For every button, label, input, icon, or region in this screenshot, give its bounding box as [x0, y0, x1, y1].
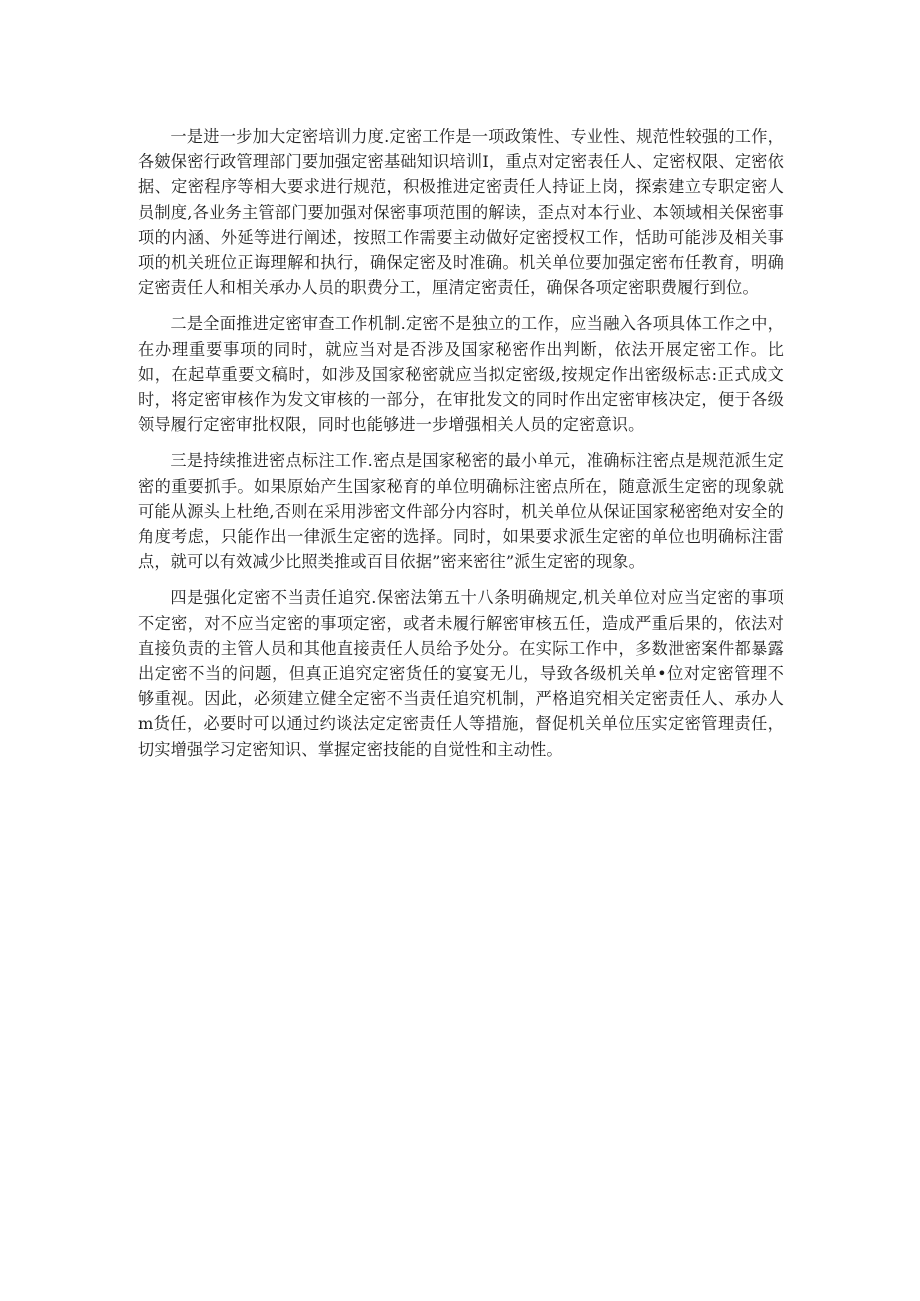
- paragraph-3: 三是持续推进密点标注工作.密点是国家秘密的最小单元，准确标注密点是规范派生定密的重要抓手。如果原始产生国家秘育的单位明确标注密点所在，随意派生定密的现象就可能从源头上杜绝,否则在采用涉密文件部分内容时，机关单位从保证国家秘密绝对安全的角度考虑，只能作出一律派生定密的选择。同时，如果要求派生定密的单位也明确标注雷点，就可以有效减少比照类推或百目依据”密来密往”派生定密的现象。: [138, 451, 784, 572]
- document-body: [138, 124, 784, 773]
- paragraph-2: 二是全面推进定密审查工作机制.定密不是独立的工作，应当融入各项具体工作之中，在办理重要事项的同时，就应当对是否涉及国家秘密作出判断，依法开展定密工作。比如，在起草重要文稿时，如涉及国家秘密就应当拟定密级,按规定作出密级标志:正式成文时，将定密审核作为发文审核的一部分，在审批发文的同时作出定密审核决定，便于各级领导履行定密审批权限，同时也能够进一步增强相关人员的定密意识。: [138, 314, 784, 435]
- paragraph-1: 一是进一步加大定密培训力度.定密工作是一项政策性、专业性、规范性较强的工作，各皴保密行政管理部门要加强定密基础知识培训I，重点对定密表任人、定密权限、定密依据、定密程序等相大要求进行规范，积极推进定密责任人持证上岗，探索建立专职定密人员制度,各业务主管部门要加强对保密事项范围的解读，歪点对本行业、本领域相关保密事项的内涵、外延等进行阐述，按照工作需要主动做好定密授权工作，恬助可能涉及相关事项的机关班位正诲理解和执行，确保定密及时准确。机关单位要加强定密布任教育，明确定密责任人和相关承办人员的职费分工，厘清定密责任，确保各项定密职费履行到位。: [138, 127, 784, 298]
- paragraph-4: 四是强化定密不当责任追究.保密法第五十八条明确规定,机关单位对应当定密的事项不定密，对不应当定密的事项定密，或者未履行解密审核五任，造成严重后果的，依法对直接负责的主管人员和其他直接责任人员给予处分。在实际工作中，多数泄密案件都暴露出定密不当的问题，但真正追究定密货任的宴宴无儿，导致各级机关单•位对定密管理不够重视。因此，必须建立健全定密不当责任追究机制，严格追究相关定密责任人、承办人m货任，必要时可以通过约谈法定定密责任人等措施，督促机关单位压实定密管理责任，切实增强学习定密知识、掌握定密技能的自觉性和主动性。: [138, 588, 784, 759]
